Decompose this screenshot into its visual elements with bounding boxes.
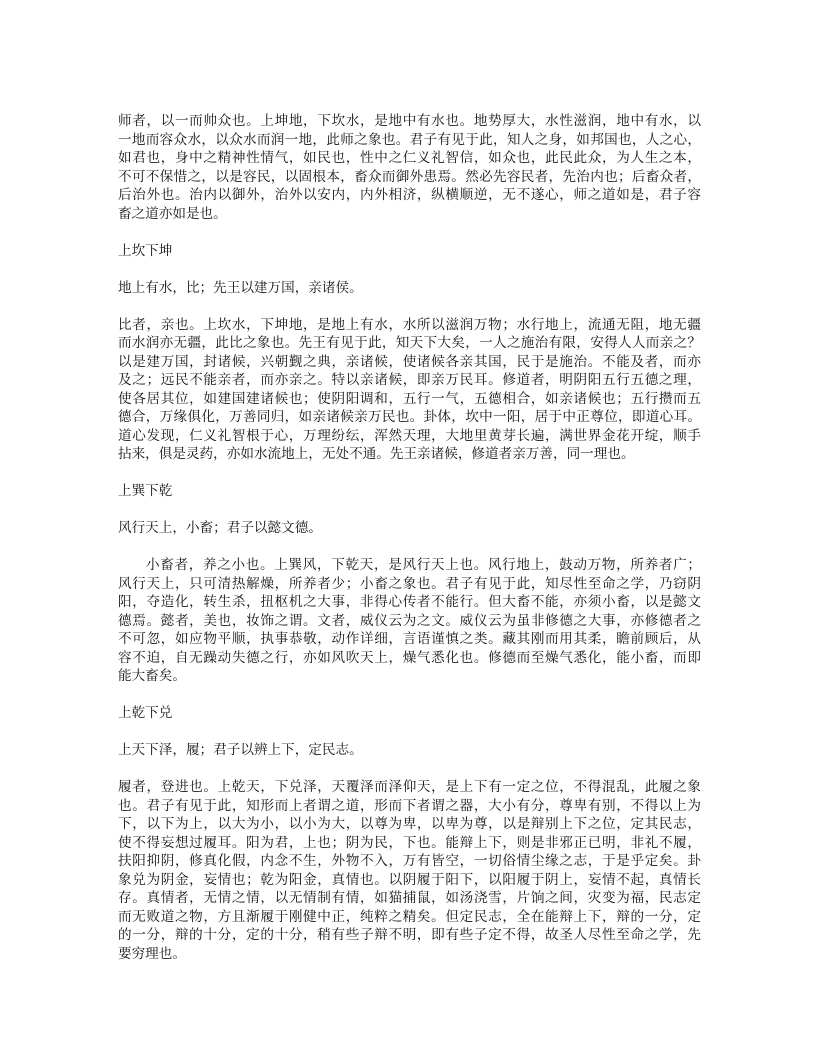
text-line: 履者，登进也。上乾天，下兑泽，天覆泽而泽仰天，是上下有一定之位，不得混乱，此履之象 — [118, 779, 701, 795]
text-line: 畜之道亦如是也。 — [118, 205, 227, 222]
text-line: 的一分，辩的十分，定的十分，稍有些子辩不明，即有些子定不得，故圣人尽性至命之学，先 — [118, 927, 701, 943]
section-heading — [118, 482, 701, 501]
text-line: 使不得妄想过履耳。阳为君，上也；阴为民，下也。能辩上下，则是非邪正已明，非礼不履， — [118, 834, 701, 851]
text-line: 小畜者，养之小也。上巽风，下乾天，是风行天上也。风行地上，鼓动万物，所养者广； — [146, 557, 701, 573]
text-line: 存。真情者，无情之情，以无情制有情，如猫捕鼠，如汤浇雪，片饷之间，灾变为福，民志定 — [118, 890, 701, 906]
text-line: 上天下泽，履；君子以辨上下，定民志。 — [118, 742, 363, 758]
text-line: 而水润亦无疆，此比之象也。先王有见于此，知天下大矣，一人之施治有限，安得人人而亲之？ — [118, 335, 701, 351]
paragraph — [118, 279, 701, 298]
text-line: 师者，以一而帅众也。上坤地，下坎水，是地中有水也。地势厚大，水性滋润，地中有水，以 — [118, 113, 701, 129]
text-line: 上坎下坤 — [118, 242, 173, 259]
text-line: 如君也，身中之精神性情气，如民也，性中之仁义礼智信，如众也，此民此众，为人生之本， — [118, 150, 701, 166]
text-line: 德合，万缘俱化，万善同归，如亲诸候亲万民也。卦体，坎中一阳，居于中正尊位，即道心耳。 — [118, 409, 701, 425]
text-line: 象兑为阴金，妄情也；乾为阳金，真情也。以阴履于阳下，以阳履于阴上，妄情不起，真情长 — [118, 871, 701, 888]
section-heading — [118, 704, 701, 723]
paragraph — [118, 741, 701, 760]
text-line: 风行天上，小畜；君子以懿文德。 — [118, 520, 322, 536]
text-line: 及之；远民不能亲者，而亦亲之。特以亲诸候，即亲万民耳。修道者，明阴阳五行五德之理， — [118, 372, 701, 388]
text-line: 不可不保惜之，以是容民，以固根本，畜众而御外患焉。然必先容民者，先治内也；后畜众者， — [118, 168, 701, 185]
document-body — [118, 112, 701, 982]
text-line: 后治外也。治内以御外，治外以安内，内外相济，纵横顺逆，无不遂心，师之道如是，君子容 — [118, 187, 701, 203]
paragraph — [118, 112, 701, 223]
text-line: 下，以下为上，以大为小，以小为大，以尊为卑，以卑为尊，以是辩别上下之位，定其民志， — [118, 816, 701, 832]
paragraph — [118, 519, 701, 538]
text-line: 以是建万国，封诸候，兴朝觐之典，亲诸候，使诸候各亲其国，民于是施治。不能及者，而亦 — [118, 353, 701, 370]
paragraph — [118, 778, 701, 963]
text-line: 上乾下兑 — [118, 705, 173, 721]
text-line: 而无败道之物，方且渐履于刚健中正，纯粹之精矣。但定民志，全在能辩上下，辩的一分，定 — [118, 908, 701, 925]
text-line: 道心发现，仁义礼智根于心，万理纷纭，浑然天理，大地里黄芽长遍，满世界金花开绽，顺手 — [118, 427, 701, 444]
text-line: 拈来，俱是灵药，亦如水流地上，无处不通。先王亲诸候，修道者亲万善，同一理也。 — [118, 446, 635, 462]
text-line: 扶阳抑阴，修真化假，内念不生，外物不入，万有皆空，一切俗情尘缘之志，于是乎定矣。卦 — [118, 853, 701, 869]
section-heading — [118, 242, 701, 261]
paragraph — [118, 556, 701, 686]
text-line: 使各居其位，如建国建诸候也；使阴阳调和，五行一气，五德相合，如亲诸候也；五行攒而五 — [118, 390, 701, 407]
text-line: 要穷理也。 — [118, 945, 186, 962]
text-line: 德焉。懿者，美也，妆饰之谓。文者，威仪云为之文。威仪云为虽非修德之大事，亦修德者之 — [118, 612, 701, 629]
paragraph — [118, 316, 701, 464]
text-line: 不可忽，如应物平顺，执事恭敬，动作详细，言语谨慎之类。藏其刚而用其柔，瞻前顾后，从 — [118, 631, 701, 647]
text-line: 能大畜矣。 — [118, 668, 186, 684]
text-line: 风行天上，只可清热解燥，所养者少；小畜之象也。君子有见于此，知尽性至命之学，乃窃阴 — [118, 575, 701, 592]
text-line: 地上有水，比；先王以建万国，亲诸侯。 — [118, 279, 363, 296]
text-line: 一地而容众水，以众水而润一地，此师之象也。君子有见于此，知人之身，如邦国也，人之心， — [118, 131, 701, 148]
text-line: 容不迫，自无躁动失德之行，亦如风吹天上，燥气悉化也。修德而至燥气悉化，能小畜，而即 — [118, 649, 701, 666]
text-line: 阳，夺造化，转生杀，扭枢机之大事，非得心传者不能行。但大畜不能，亦须小畜，以是懿文 — [118, 594, 701, 610]
text-line: 上巽下乾 — [118, 483, 173, 499]
text-line: 比者，亲也。上坎水，下坤地，是地上有水，水所以滋润万物；水行地上，流通无阻，地无疆 — [118, 316, 701, 333]
text-line: 也。君子有见于此，知形而上者谓之道，形而下者谓之器，大小有分，尊卑有别，不得以上为 — [118, 797, 701, 814]
